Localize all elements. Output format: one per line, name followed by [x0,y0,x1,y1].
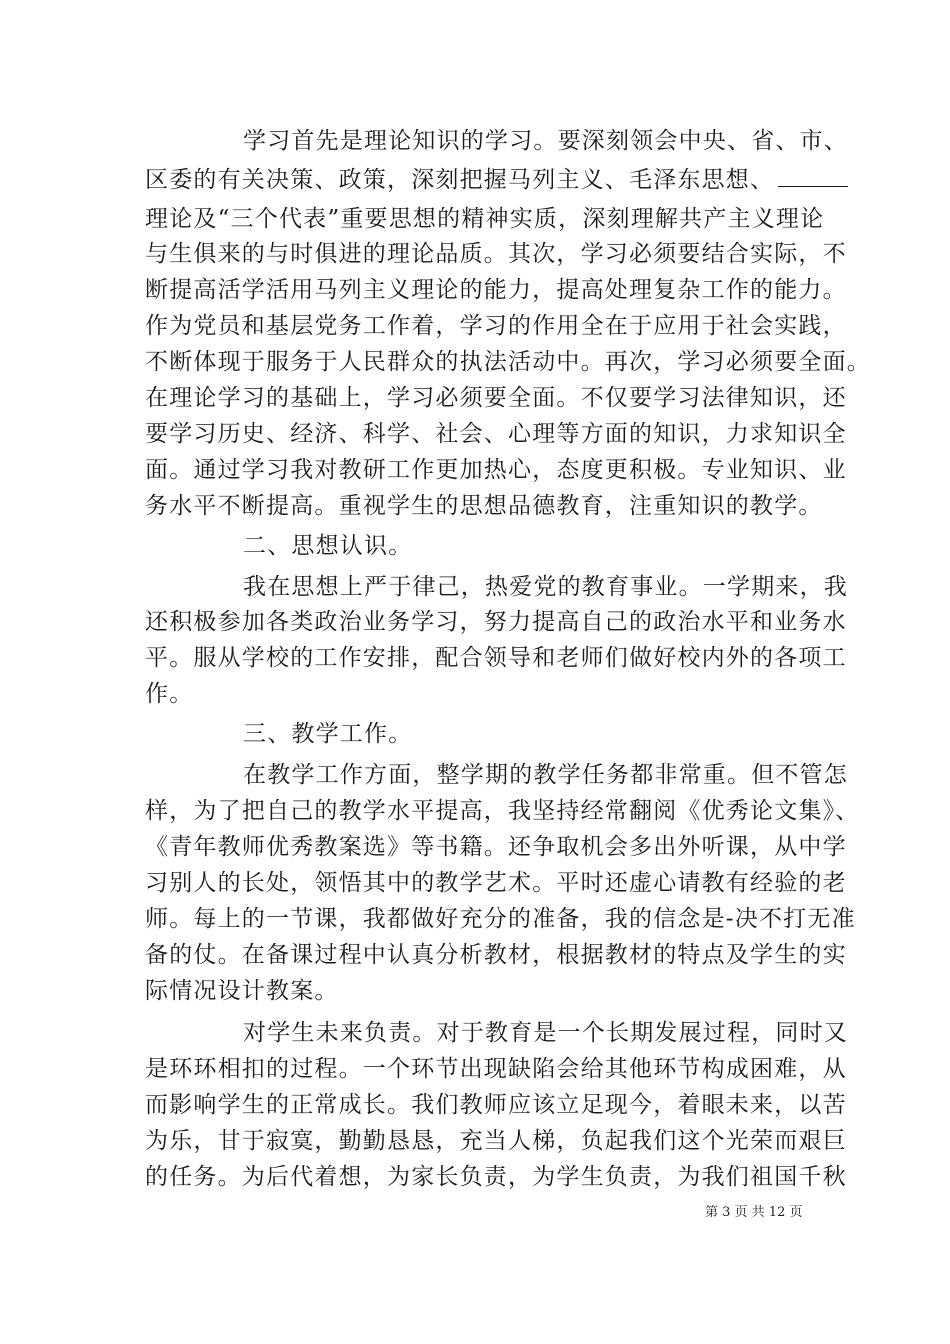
text-line: 务水平不断提高。重视学生的思想品德教育，注重知识的教学。 [145,493,823,519]
page-number: 第 3 页 共 12 页 [705,1205,803,1220]
text-line: 面。通过学习我对教研工作更加热心，态度更积极。专业知识、业 [145,457,847,483]
text-line: 我在思想上严于律己，热爱党的教育事业。一学期来，我 [243,574,848,600]
text-line: 样，为了把自己的教学水平提高，我坚持经常翻阅《优秀论文集》、 [145,798,860,824]
text-line: 平。服从学校的工作安排，配合领导和老师们做好校内外的各项工 [145,645,847,671]
text-line: 对学生未来负责。对于教育是一个长期发展过程，同时又 [243,1020,848,1046]
text-line: 是环环相扣的过程。一个环节出现缺陷会给其他环节构成困难，从 [145,1056,847,1082]
text-line: 与生俱来的与时俱进的理论品质。其次，学习必须要结合实际，不 [145,241,847,267]
text-line: 的任务。为后代着想，为家长负责，为学生负责，为我们祖国千秋 [145,1164,847,1190]
text-line: 断提高活学活用马列主义理论的能力，提高处理复杂工作的能力。 [145,277,847,303]
text-line: 而影响学生的正常成长。我们教师应该立足现今，着眼未来，以苦 [145,1092,847,1118]
section-heading: 二、思想认识。 [243,533,413,559]
text-line: 不断体现于服务于人民群众的执法活动中。再次，学习必须要全面。 [145,349,871,375]
text-line: 要学习历史、经济、科学、社会、心理等方面的知识，力求知识全 [145,421,847,447]
text-line: 在教学工作方面，整学期的教学任务都非常重。但不管怎 [243,762,848,788]
text-line: 作。 [145,681,194,707]
text-line: 师。每上的一节课，我都做好充分的准备，我的信念是-决不打无准 [145,906,856,932]
text-line: 作为党员和基层党务工作着，学习的作用全在于应用于社会实践， [145,313,847,339]
text-line: 理论及“三个代表”重要思想的精神实质，深刻理解共产主义理论 [145,206,825,232]
text-line: 为乐，甘于寂寞，勤勤恳恳，充当人梯，负起我们这个光荣而艰巨 [145,1128,847,1154]
text-line: 习别人的长处，领悟其中的教学艺术。平时还虚心请教有经验的老 [145,870,847,896]
text-segment: 区委的有关决策、政策，深刻把握马列主义、毛泽东思想、 [145,167,775,193]
text-line: 《青年教师优秀教案选》等书籍。还争取机会多出外听课，从中学 [145,834,847,860]
text-line: 备的仗。在备课过程中认真分析教材，根据教材的特点及学生的实 [145,942,847,968]
text-line: 在理论学习的基础上，学习必须要全面。不仅要学习法律知识，还 [145,385,847,411]
text-line [145,163,815,197]
text-line: 学习首先是理论知识的学习。要深刻领会中央、省、市、 [243,128,848,154]
text-line: 际情况设计教案。 [145,978,339,1004]
section-heading: 三、教学工作。 [243,721,413,747]
fill-blank [778,166,848,187]
text-line: 还积极参加各类政治业务学习，努力提高自己的政治水平和业务水 [145,609,847,635]
